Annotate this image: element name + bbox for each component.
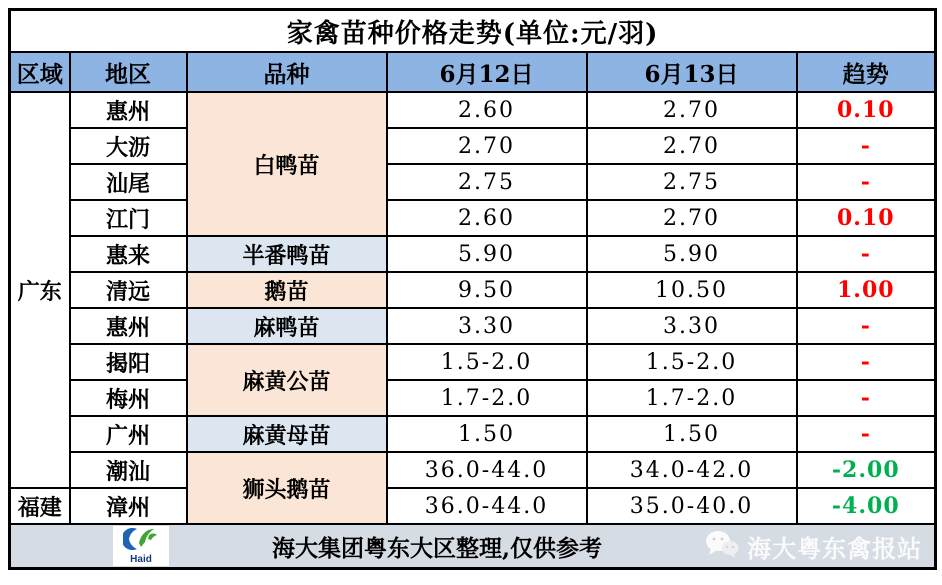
table-row [10, 200, 936, 236]
table-row [10, 272, 936, 308]
trend-cell: - [797, 380, 936, 416]
price-cell-d13: 5.90 [587, 236, 797, 272]
haid-logo-label: Haid [130, 554, 152, 565]
price-cell-d12: 9.50 [387, 272, 587, 308]
haid-logo-icon [123, 527, 159, 555]
page-title: 家禽苗种价格走势(单位:元/羽) [10, 10, 936, 53]
trend-cell: - [797, 236, 936, 272]
price-cell-d12: 1.5-2.0 [387, 344, 587, 380]
table-row [10, 128, 936, 164]
trend-cell: 0.10 [797, 200, 936, 236]
table-row [10, 416, 936, 452]
region-cell-guangdong: 广东 [10, 92, 70, 488]
station-group [705, 529, 922, 564]
footer-row [10, 524, 936, 569]
table-row [10, 164, 936, 200]
area-cell: 梅州 [70, 380, 187, 416]
col-header-date2: 6月13日 [587, 52, 797, 92]
variety-cell-mahuang-female: 麻黄母苗 [187, 416, 387, 452]
area-cell: 揭阳 [70, 344, 187, 380]
variety-cell-half-muscovy-duck: 半番鸭苗 [187, 236, 387, 272]
col-header-region: 区域 [10, 52, 70, 92]
variety-cell-goose: 鹅苗 [187, 272, 387, 308]
station-name: 海大粤东禽报站 [747, 534, 923, 563]
trend-cell: - [797, 128, 936, 164]
area-cell: 潮汕 [70, 452, 187, 488]
trend-cell: - [797, 416, 936, 452]
area-cell: 漳州 [70, 488, 187, 524]
table-row [10, 380, 936, 416]
price-cell-d13: 1.50 [587, 416, 797, 452]
footer [10, 524, 936, 569]
area-cell: 江门 [70, 200, 187, 236]
area-cell: 惠州 [70, 92, 187, 128]
price-cell-d13: 1.5-2.0 [587, 344, 797, 380]
table-row [10, 236, 936, 272]
table-row [10, 92, 936, 128]
price-cell-d12: 2.60 [387, 92, 587, 128]
wechat-icon [705, 530, 739, 562]
title-row [10, 10, 936, 53]
footer-note: 海大集团粤东大区整理,仅供参考 [272, 534, 603, 562]
price-cell-d13: 10.50 [587, 272, 797, 308]
price-cell-d12: 1.50 [387, 416, 587, 452]
area-cell: 惠来 [70, 236, 187, 272]
trend-cell: 1.00 [797, 272, 936, 308]
price-cell-d13: 2.70 [587, 128, 797, 164]
variety-cell-white-duck: 白鸭苗 [187, 92, 387, 236]
table-row [10, 452, 936, 488]
col-header-trend: 趋势 [797, 52, 936, 92]
area-cell: 大沥 [70, 128, 187, 164]
price-cell-d12: 1.7-2.0 [387, 380, 587, 416]
price-cell-d12: 3.30 [387, 308, 587, 344]
price-cell-d12: 2.70 [387, 128, 587, 164]
price-cell-d13: 1.7-2.0 [587, 380, 797, 416]
price-cell-d13: 35.0-40.0 [587, 488, 797, 524]
col-header-variety: 品种 [187, 52, 387, 92]
price-cell-d13: 2.70 [587, 92, 797, 128]
trend-cell: -2.00 [797, 452, 936, 488]
table-row [10, 488, 936, 524]
price-cell-d13: 3.30 [587, 308, 797, 344]
trend-cell: 0.10 [797, 92, 936, 128]
price-cell-d12: 2.60 [387, 200, 587, 236]
poultry-price-page [0, 8, 942, 585]
area-cell: 广州 [70, 416, 187, 452]
price-cell-d13: 34.0-42.0 [587, 452, 797, 488]
variety-cell-mahuang-male: 麻黄公苗 [187, 344, 387, 416]
trend-cell: -4.00 [797, 488, 936, 524]
price-cell-d12: 5.90 [387, 236, 587, 272]
price-table [8, 8, 937, 570]
trend-cell: - [797, 164, 936, 200]
table-row [10, 344, 936, 380]
table-row [10, 308, 936, 344]
header-row [10, 52, 936, 92]
price-cell-d12: 36.0-44.0 [387, 452, 587, 488]
price-cell-d12: 36.0-44.0 [387, 488, 587, 524]
col-header-area: 地区 [70, 52, 187, 92]
trend-cell: - [797, 344, 936, 380]
trend-cell: - [797, 308, 936, 344]
price-cell-d13: 2.75 [587, 164, 797, 200]
area-cell: 汕尾 [70, 164, 187, 200]
price-cell-d13: 2.70 [587, 200, 797, 236]
area-cell: 惠州 [70, 308, 187, 344]
col-header-date1: 6月12日 [387, 52, 587, 92]
region-cell-fujian: 福建 [10, 488, 70, 524]
haid-logo [113, 526, 169, 566]
variety-cell-sheldrake-duck: 麻鸭苗 [187, 308, 387, 344]
variety-cell-lionhead-goose: 狮头鹅苗 [187, 452, 387, 524]
area-cell: 清远 [70, 272, 187, 308]
price-cell-d12: 2.75 [387, 164, 587, 200]
